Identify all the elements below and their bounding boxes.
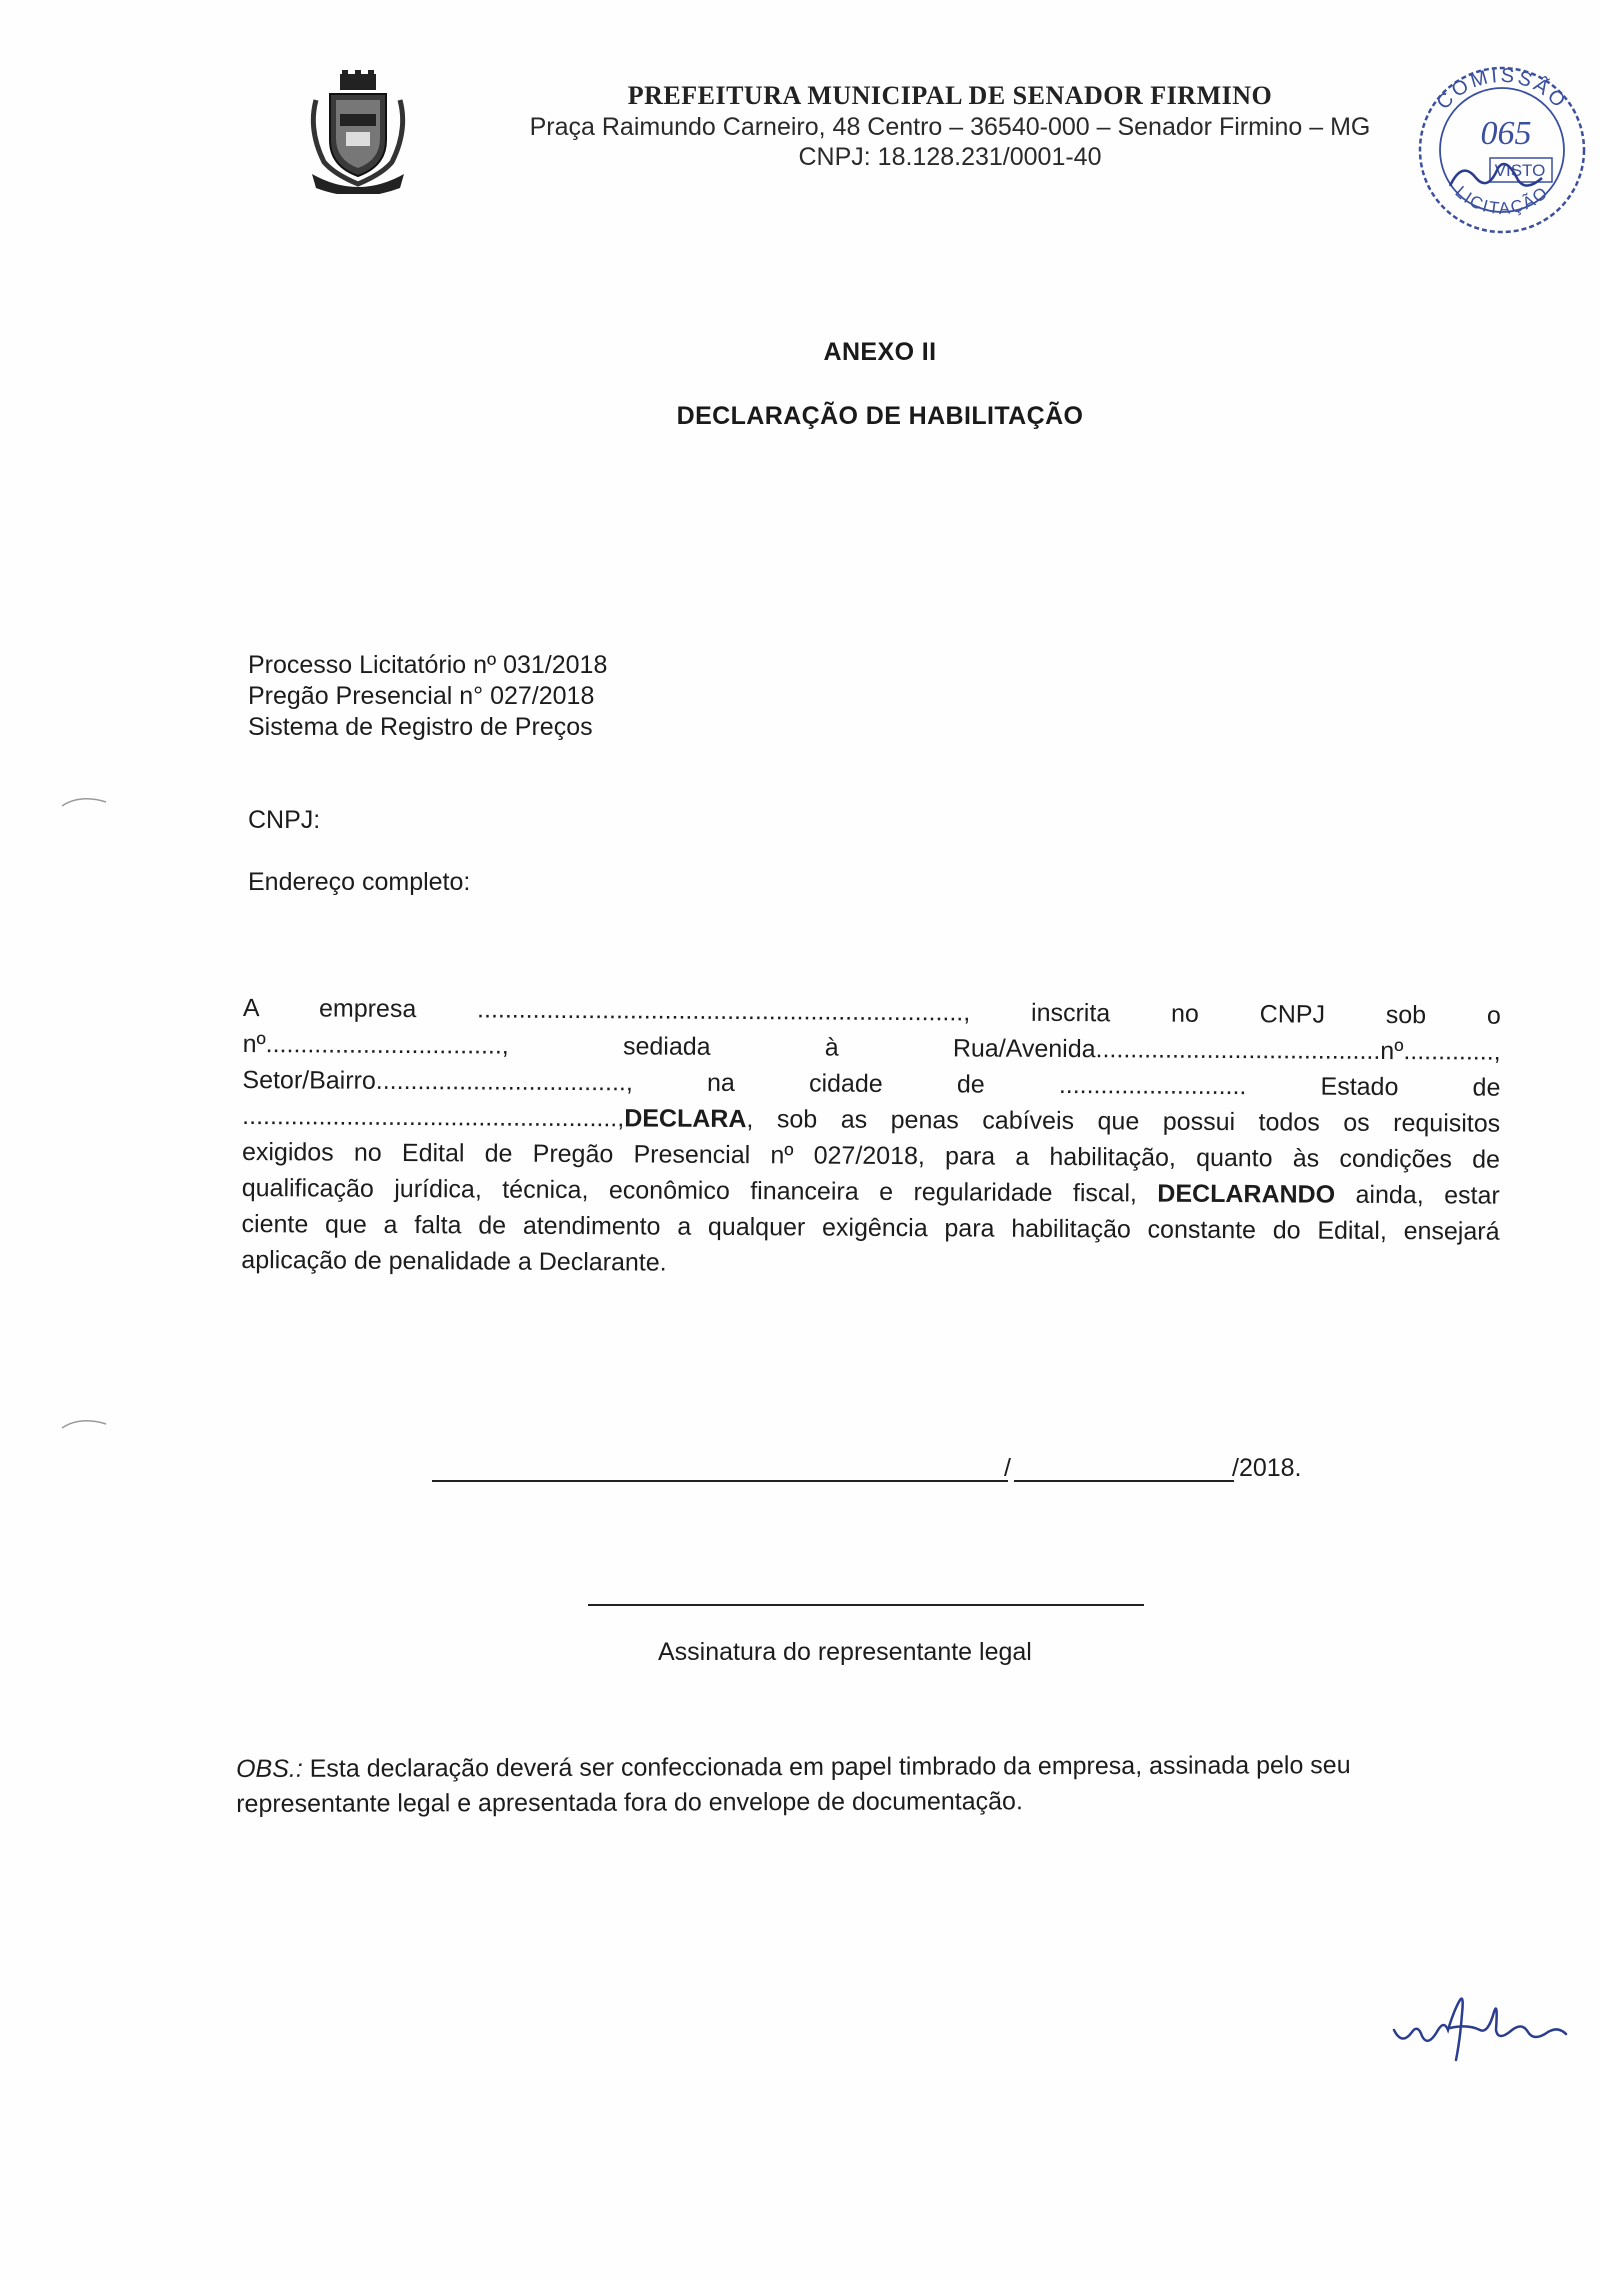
declaration-text: qualificação jurídica, técnica, econômico financeira e regularidade fiscal,: [241, 1173, 1137, 1208]
declaration-line: nº.................................., sediada à Rua/Avenida.........................................nº.............,: [242, 1029, 1501, 1066]
registry-system: Sistema de Registro de Preços: [248, 713, 593, 741]
org-address: Praça Raimundo Carneiro, 48 Centro – 36540-000 – Senador Firmino – MG: [529, 113, 1371, 141]
signature-line: [588, 1604, 1144, 1606]
declaration-line: exigidos no Edital de Pregão Presencial nº 027/2018, para a habilitação, quanto às condições de: [241, 1137, 1501, 1174]
address-field-label: Endereço completo:: [248, 868, 471, 896]
declaration-title: DECLARAÇÃO DE HABILITAÇÃO: [676, 402, 1084, 430]
svg-text:COMISSÃO: COMISSÃO: [1432, 64, 1572, 114]
letterhead: [470, 80, 1430, 172]
declaration-text: ainda, estar: [1355, 1180, 1500, 1210]
municipal-coat-of-arms-icon: [306, 70, 410, 194]
date-day-month-blank: [432, 1480, 1008, 1482]
obs-text: representante legal e apresentada fora do envelope de documentação.: [236, 1787, 1023, 1818]
dotted-fill: ......................................................,: [242, 1101, 625, 1133]
annex-title: ANEXO II: [823, 338, 937, 366]
signature-label: Assinatura do representante legal: [658, 1638, 1032, 1666]
date-line: [432, 1450, 1312, 1490]
scan-mark-icon: [60, 790, 110, 810]
declaration-paragraph: [241, 990, 1501, 1286]
handwritten-initials-icon: [1388, 1990, 1578, 2070]
declaration-line: ciente que a falta de atendimento a qualquer exigência para habilitação constante do Edital, ensejará: [241, 1209, 1500, 1246]
org-name: PREFEITURA MUNICIPAL DE SENADOR FIRMINO: [627, 81, 1273, 110]
obs-label: OBS.:: [236, 1754, 303, 1783]
declaration-line: A empresa ......................................................................, inscrita no CNPJ sob o: [242, 993, 1501, 1030]
cnpj-field-label: CNPJ:: [248, 806, 321, 834]
process-info: [248, 650, 607, 743]
declaration-line: Setor/Bairro...................................., na cidade de ........................... Estado de: [242, 1065, 1501, 1102]
declarando-keyword: DECLARANDO: [1157, 1179, 1336, 1209]
svg-text:LICITAÇÃO: LICITAÇÃO: [1451, 182, 1553, 219]
svg-text:065: 065: [1480, 115, 1532, 152]
declaration-text: , sob as penas cabíveis que possui todos os requisitos: [746, 1105, 1501, 1138]
org-cnpj: CNPJ: 18.128.231/0001-40: [798, 143, 1102, 171]
commission-stamp-icon: [1402, 60, 1598, 236]
date-separator: /: [1004, 1454, 1011, 1482]
declara-keyword: DECLARA: [624, 1104, 747, 1134]
declaration-line: aplicação de penalidade a Declarante.: [241, 1245, 667, 1277]
date-year: /2018.: [1232, 1454, 1302, 1482]
date-month-blank: [1014, 1480, 1234, 1482]
obs-note: [236, 1748, 1476, 1822]
scan-mark-icon: [60, 1412, 110, 1432]
obs-text: Esta declaração deverá ser confeccionada em papel timbrado da empresa, assinada pelo seu: [302, 1751, 1351, 1783]
process-number: Processo Licitatório nº 031/2018: [248, 651, 608, 679]
pregao-number: Pregão Presencial n° 027/2018: [248, 682, 595, 710]
svg-text:VISTO: VISTO: [1494, 161, 1546, 180]
